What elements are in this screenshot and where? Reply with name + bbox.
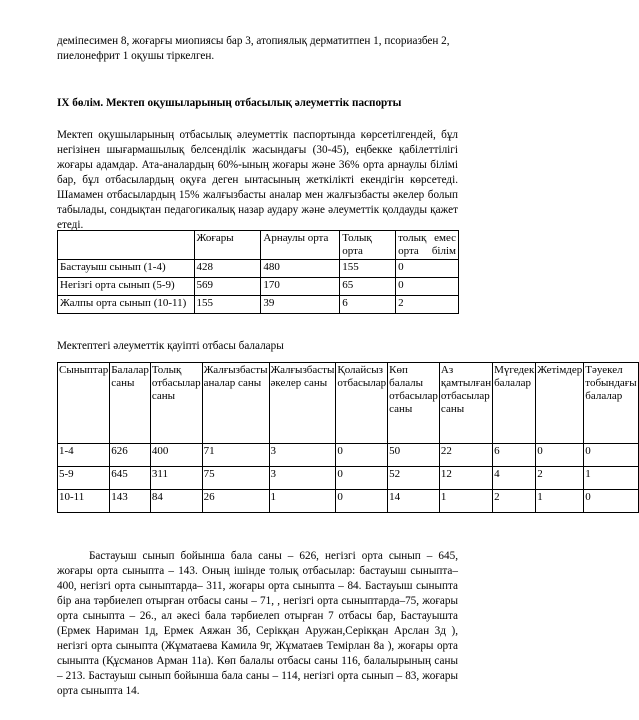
paragraph-intro: Мектеп оқушыларының отбасылық әлеуметтік паспортында көрсетілгендей, бұл негізінен шығармашылық белсенділік жасындағы (30-45), еңбекке қабілеттілігі жоғары адамдар. Ата-аналардың 60%-ының жоғары және 36% орта арнаулы білімі бар, бұл отбасылардың оқуға деген ынтасының жеткілікті екендігін көрсетеді. Шамамен отбасылардың 15% жалғызбасты аналар мен жалғызбасты әкелер болып табылады, сондықтан педагогикалық назар аудару және әлеуметтік қолдауды қажет етеді. (57, 129, 458, 231)
table-cell: 0 (336, 444, 388, 467)
table-cell: 10-11 (58, 490, 110, 513)
table-cell: 0 (336, 467, 388, 490)
table-header-cell: Аз қамтылған отбасылар саны (439, 363, 492, 444)
table-header-cell: Жалғызбасты әкелер саны (269, 363, 336, 444)
paragraph-summary: Бастауыш сынып бойынша бала саны – 626, негізгі орта сынып – 645, жоғары орта сыныпта – 143. Оның ішінде толық отбасылар: бастауыш сыныпта– 400, негізгі орта сыныптарда– 311, жоғары орта сыныпта – 84. Бастауыш сыныпта бір ана тәрбиелеп отырған отбасы саны – 71, , негізгі орта сыныптарда–75, жоғары орта сыныпта – 26., ал әкесі бала тәрбиелеп отырған 7 отбасы бар, Бастауышта (Ермек Нариман 1д, Ермек Аяжан 3б, Серікқан Аружан,Серікқан Арслан 3д ), негізгі орта сыныпта (Жұматаева Камила 9г, Жұматаев Темірлан 8а ), жоғары орта сыныпта (Құсманов Арман 11а). Көп балалы отбасы саны 116, балалырының саны – 213. Бастауыш сынып бойынша бала саны – 114, негізгі орта сынып – 83, жоғары орта сыныпта 14. (57, 550, 458, 697)
table-cell: 2 (493, 490, 536, 513)
table-cell: 4 (493, 467, 536, 490)
table-cell: 1 (269, 490, 336, 513)
table-cell: 0 (536, 444, 584, 467)
table-header-cell: Тәуекел тобындағы балалар (584, 363, 638, 444)
table-cell: 12 (439, 467, 492, 490)
table-cell: 0 (396, 278, 459, 296)
table-cell: 71 (202, 444, 269, 467)
table-cell: 39 (261, 296, 340, 314)
table-header-cell: Жалғызбасты аналар саны (202, 363, 269, 444)
table-row (58, 467, 639, 490)
table-header-cell: Жетімдер (536, 363, 584, 444)
table-header-cell: Көп балалы отбасылар саны (388, 363, 440, 444)
table-cell: 143 (110, 490, 151, 513)
table-header-cell: Толық отбасылар саны (150, 363, 202, 444)
table-cell: 84 (150, 490, 202, 513)
table-header-cell: Толық орта (340, 231, 396, 260)
table-cell: 0 (396, 260, 459, 278)
table-cell: 480 (261, 260, 340, 278)
table-cell: 0 (336, 490, 388, 513)
table-cell: 170 (261, 278, 340, 296)
table-cell: 22 (439, 444, 492, 467)
table-cell: 155 (194, 296, 261, 314)
table-cell: 0 (584, 444, 638, 467)
table-cell: 1 (584, 467, 638, 490)
education-table-header-row (58, 231, 459, 260)
table-cell: 50 (388, 444, 440, 467)
table-cell: Бастауыш сынып (1-4) (58, 260, 195, 278)
table-cell: 311 (150, 467, 202, 490)
table-header-cell: Балалар саны (110, 363, 151, 444)
table-row (58, 260, 459, 278)
table-header-cell (58, 231, 195, 260)
education-table (57, 230, 459, 314)
table-cell: Жалпы орта сынып (10-11) (58, 296, 195, 314)
social-risk-table (57, 362, 639, 513)
table-cell: 2 (536, 467, 584, 490)
table-cell: 52 (388, 467, 440, 490)
table-cell: 1 (536, 490, 584, 513)
table-header-cell: Мүгедек балалар (493, 363, 536, 444)
section-title: IX бөлім. Мектеп оқушыларының отбасылық әлеуметтік паспорты (57, 97, 402, 109)
table-cell: 26 (202, 490, 269, 513)
table-cell: 428 (194, 260, 261, 278)
table-cell: 3 (269, 444, 336, 467)
intro-line-1: деміпесимен 8, жоғарғы миопиясы бар 3, атопиялық дерматитпен 1, псориазбен 2, (57, 35, 450, 47)
table-cell: 645 (110, 467, 151, 490)
table-caption: Мектептегі әлеуметтік қауіпті отбасы балалары (57, 340, 284, 352)
table-cell: Негізгі орта сынып (5-9) (58, 278, 195, 296)
table-cell: 2 (396, 296, 459, 314)
table-cell: 626 (110, 444, 151, 467)
table-cell: 1-4 (58, 444, 110, 467)
table-header-cell: Жоғары (194, 231, 261, 260)
table-cell: 3 (269, 467, 336, 490)
table-cell: 569 (194, 278, 261, 296)
table-header-cell: Сыныптар (58, 363, 110, 444)
table-row (58, 444, 639, 467)
table-cell: 1 (439, 490, 492, 513)
table-cell: 0 (584, 490, 638, 513)
table-cell: 6 (493, 444, 536, 467)
table-cell: 65 (340, 278, 396, 296)
table-cell: 75 (202, 467, 269, 490)
table-cell: 5-9 (58, 467, 110, 490)
intro-line-2: пиелонефрит 1 оқушы тіркелген. (57, 50, 215, 62)
table-row (58, 278, 459, 296)
table-row (58, 296, 459, 314)
table-cell: 6 (340, 296, 396, 314)
table-header-cell: Арнаулы орта (261, 231, 340, 260)
table-header-cell: толық емес орта білім (396, 231, 459, 260)
table-row (58, 490, 639, 513)
table-cell: 400 (150, 444, 202, 467)
social-risk-header-row (58, 363, 639, 444)
table-header-cell: Қолайсыз отбасылар (336, 363, 388, 444)
table-cell: 14 (388, 490, 440, 513)
table-cell: 155 (340, 260, 396, 278)
